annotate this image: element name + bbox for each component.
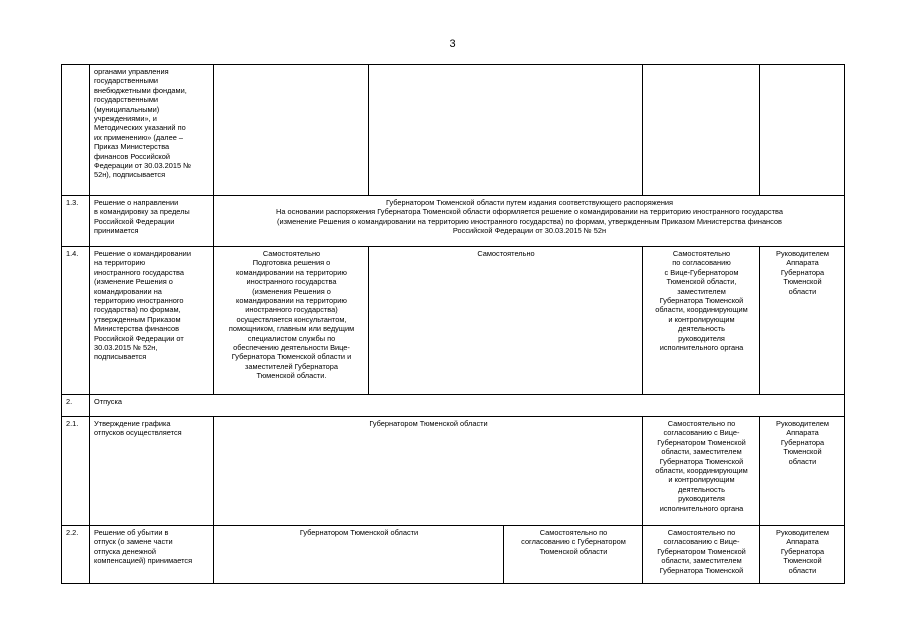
cell-empty	[369, 65, 643, 196]
cell-vice-governor-agreement: Самостоятельно по согласованию с Вице- Губернатором Тюменской области, заместителем Губернатора Тюменской области, координирующим и контролирующим деятельность руководителя исполнительного органа	[643, 417, 760, 526]
row-number: 2.1.	[62, 417, 90, 526]
cell-apparatus-head: Руководителем Аппарата Губернатора Тюменской области	[760, 417, 845, 526]
table-row	[62, 196, 845, 247]
cell-empty	[214, 65, 369, 196]
row-number: 1.3.	[62, 196, 90, 247]
row-number: 1.4.	[62, 247, 90, 395]
row-description: Решение о направлении в командировку за пределы Российской Федерации принимается	[90, 196, 214, 247]
cell-apparatus-head: Руководителем Аппарата Губернатора Тюменской области	[760, 247, 845, 395]
row-description: Решение о командировании на территорию иностранного государства (изменение Решения о командировании на территорию иностранного государства) по формам, утвержденным Приказом Министерства финансов Российской Федерации от 30.03.2015 № 52н, подписывается	[90, 247, 214, 395]
page-number: 3	[449, 38, 456, 50]
cell-self-prepared: Самостоятельно Подготовка решения о командировании на территорию иностранного государства (изменения Решения о командировании на территорию иностранного государства) осуществляется консультантом, помощником, главным или ведущим специалистом службы по обеспечению деятельности Вице- Губернатора Тюменской области и заместителей Губернатора Тюменской области.	[214, 247, 369, 395]
row-description: Решение об убытии в отпуск (о замене части отпуска денежной компенсацией) принимается	[90, 526, 214, 584]
row-description: органами управления государственными внебюджетными фондами, государственными (муниципальными) учреждениями», и Методических указаний по их применению» (далее – Приказ Министерства финансов Российской Федерации от 30.03.2015 № 52н), подписывается	[90, 65, 214, 196]
row-number: 2.	[62, 395, 90, 417]
cell-vice-governor-agreement: Самостоятельно по согласованию с Вице- Губернатором Тюменской области, заместителем Губернатора Тюменской	[643, 526, 760, 584]
cell-governor: Губернатором Тюменской области	[214, 526, 504, 584]
row-description: Утверждение графика отпусков осуществляется	[90, 417, 214, 526]
merged-authority-cell: Губернатором Тюменской области путем издания соответствующего распоряжения На основании распоряжения Губернатора Тюменской области оформляется решение о командировании на территорию иностранного государства (изменение Решения о командировании на территорию иностранного государства) по формам, утвержденным Приказом Министерства финансов Российской Федерации от 30.03.2015 № 52н	[214, 196, 845, 247]
section-title: Отпуска	[90, 395, 845, 417]
cell-vice-governor-agreement: Самостоятельно по согласованию с Вице-Губернатором Тюменской области, заместителем Губернатора Тюменской области, координирующим и контролирующим деятельность руководителя исполнительного органа	[643, 247, 760, 395]
authority-table	[61, 64, 845, 584]
cell-apparatus-head: Руководителем Аппарата Губернатора Тюменской области	[760, 526, 845, 584]
cell-empty	[760, 65, 845, 196]
cell-self: Самостоятельно	[369, 247, 643, 395]
row-number	[62, 65, 90, 196]
table-row	[62, 417, 845, 526]
table-row	[62, 247, 845, 395]
table-row-section	[62, 395, 845, 417]
table-row	[62, 65, 845, 196]
table-row	[62, 526, 845, 584]
cell-governor-agreement: Самостоятельно по согласованию с Губернатором Тюменской области	[504, 526, 643, 584]
cell-empty	[643, 65, 760, 196]
row-number: 2.2.	[62, 526, 90, 584]
cell-governor: Губернатором Тюменской области	[214, 417, 643, 526]
